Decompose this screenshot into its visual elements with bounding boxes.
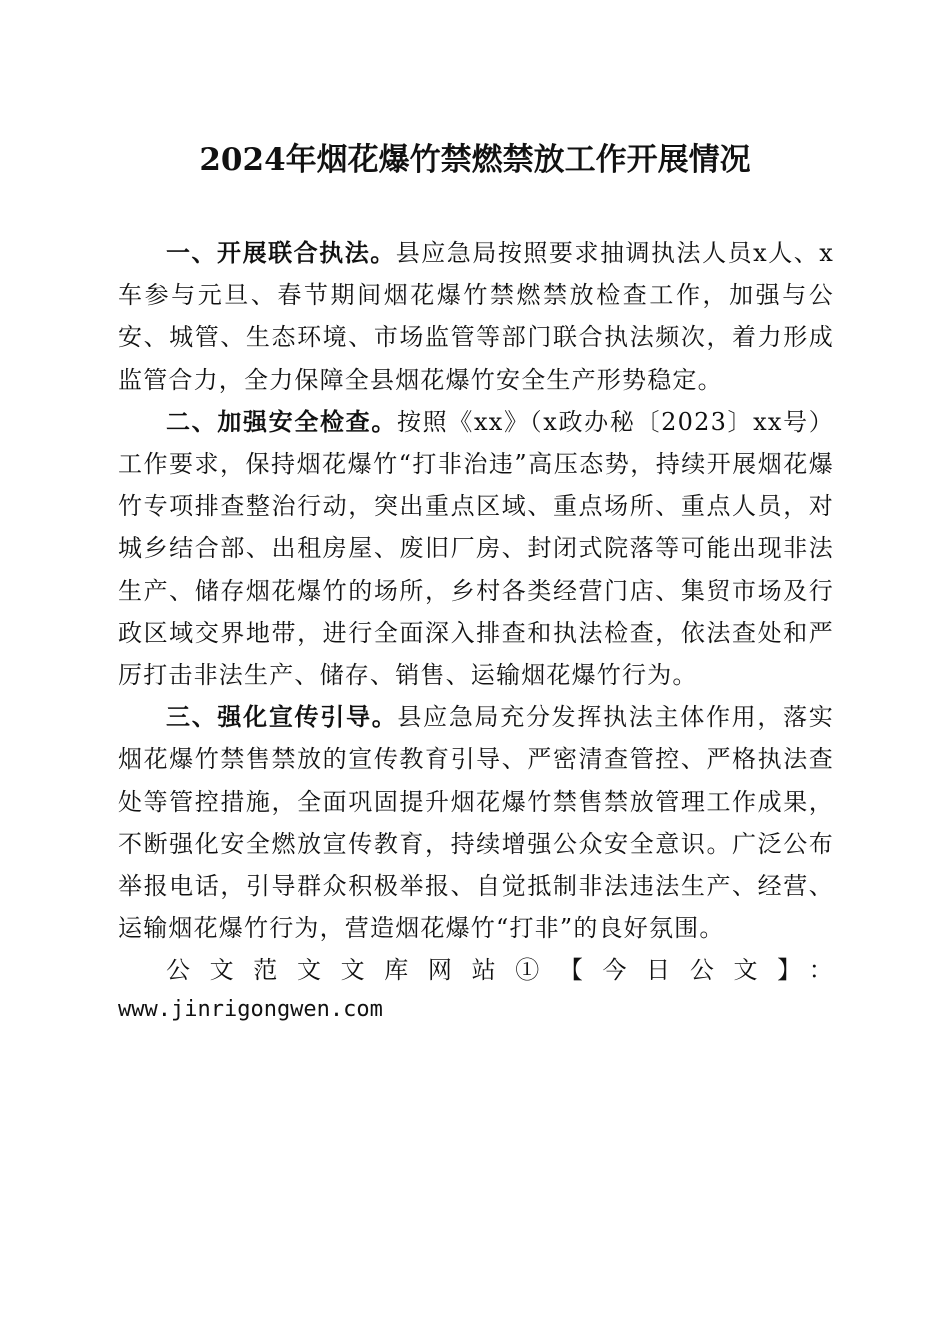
section-heading-1: 一、开展联合执法。: [166, 239, 396, 267]
section-paragraph-1: [118, 232, 834, 401]
section-heading-2: 二、加强安全检查。: [166, 407, 398, 436]
section-heading-3: 三、强化宣传引导。: [166, 703, 398, 732]
footer-url[interactable]: www.jinrigongwen.com: [118, 996, 383, 1022]
document-title: 2024年烟花爆竹禁燃禁放工作开展情况: [199, 142, 751, 178]
section-paragraph-2: [118, 401, 834, 696]
section-text-3: 县应急局充分发挥执法主体作用，落实烟花爆竹禁售禁放的宣传教育引导、严密清查管控、严格执法查处等管控措施，全面巩固提升烟花爆竹禁售禁放管理工作成果，不断强化安全燃放宣传教育，持续增强公众安全意识。广泛公布举报电话，引导群众积极举报、自觉抵制非法违法生产、经营、运输烟花爆竹行为，营造烟花爆竹“打非”的良好氛围。: [118, 703, 834, 943]
section-text-2: 按照《xx》（x政办秘〔2023〕xx号）工作要求，保持烟花爆竹“打非治违”高压态势，持续开展烟花爆竹专项排查整治行动，突出重点区域、重点场所、重点人员，对城乡结合部、出租房屋、废旧厂房、封闭式院落等可能出现非法生产、储存烟花爆竹的场所，乡村各类经营门店、集贸市场及行政区域交界地带，进行全面深入排查和执法检查，依法查处和严厉打击非法生产、储存、销售、运输烟花爆竹行为。: [118, 407, 834, 690]
section-paragraph-3: [118, 696, 834, 949]
document-body: [118, 232, 834, 1028]
footer-site-label: 公文范文文库网站①【今日公文】：: [166, 956, 834, 985]
section-text-1: 县应急局按照要求抽调执法人员x人、x车参与元旦、春节期间烟花爆竹禁燃禁放检查工作，加强与公安、城管、生态环境、市场监管等部门联合执法频次，着力形成监管合力，全力保障全县烟花爆竹安全生产形势稳定。: [118, 239, 834, 394]
